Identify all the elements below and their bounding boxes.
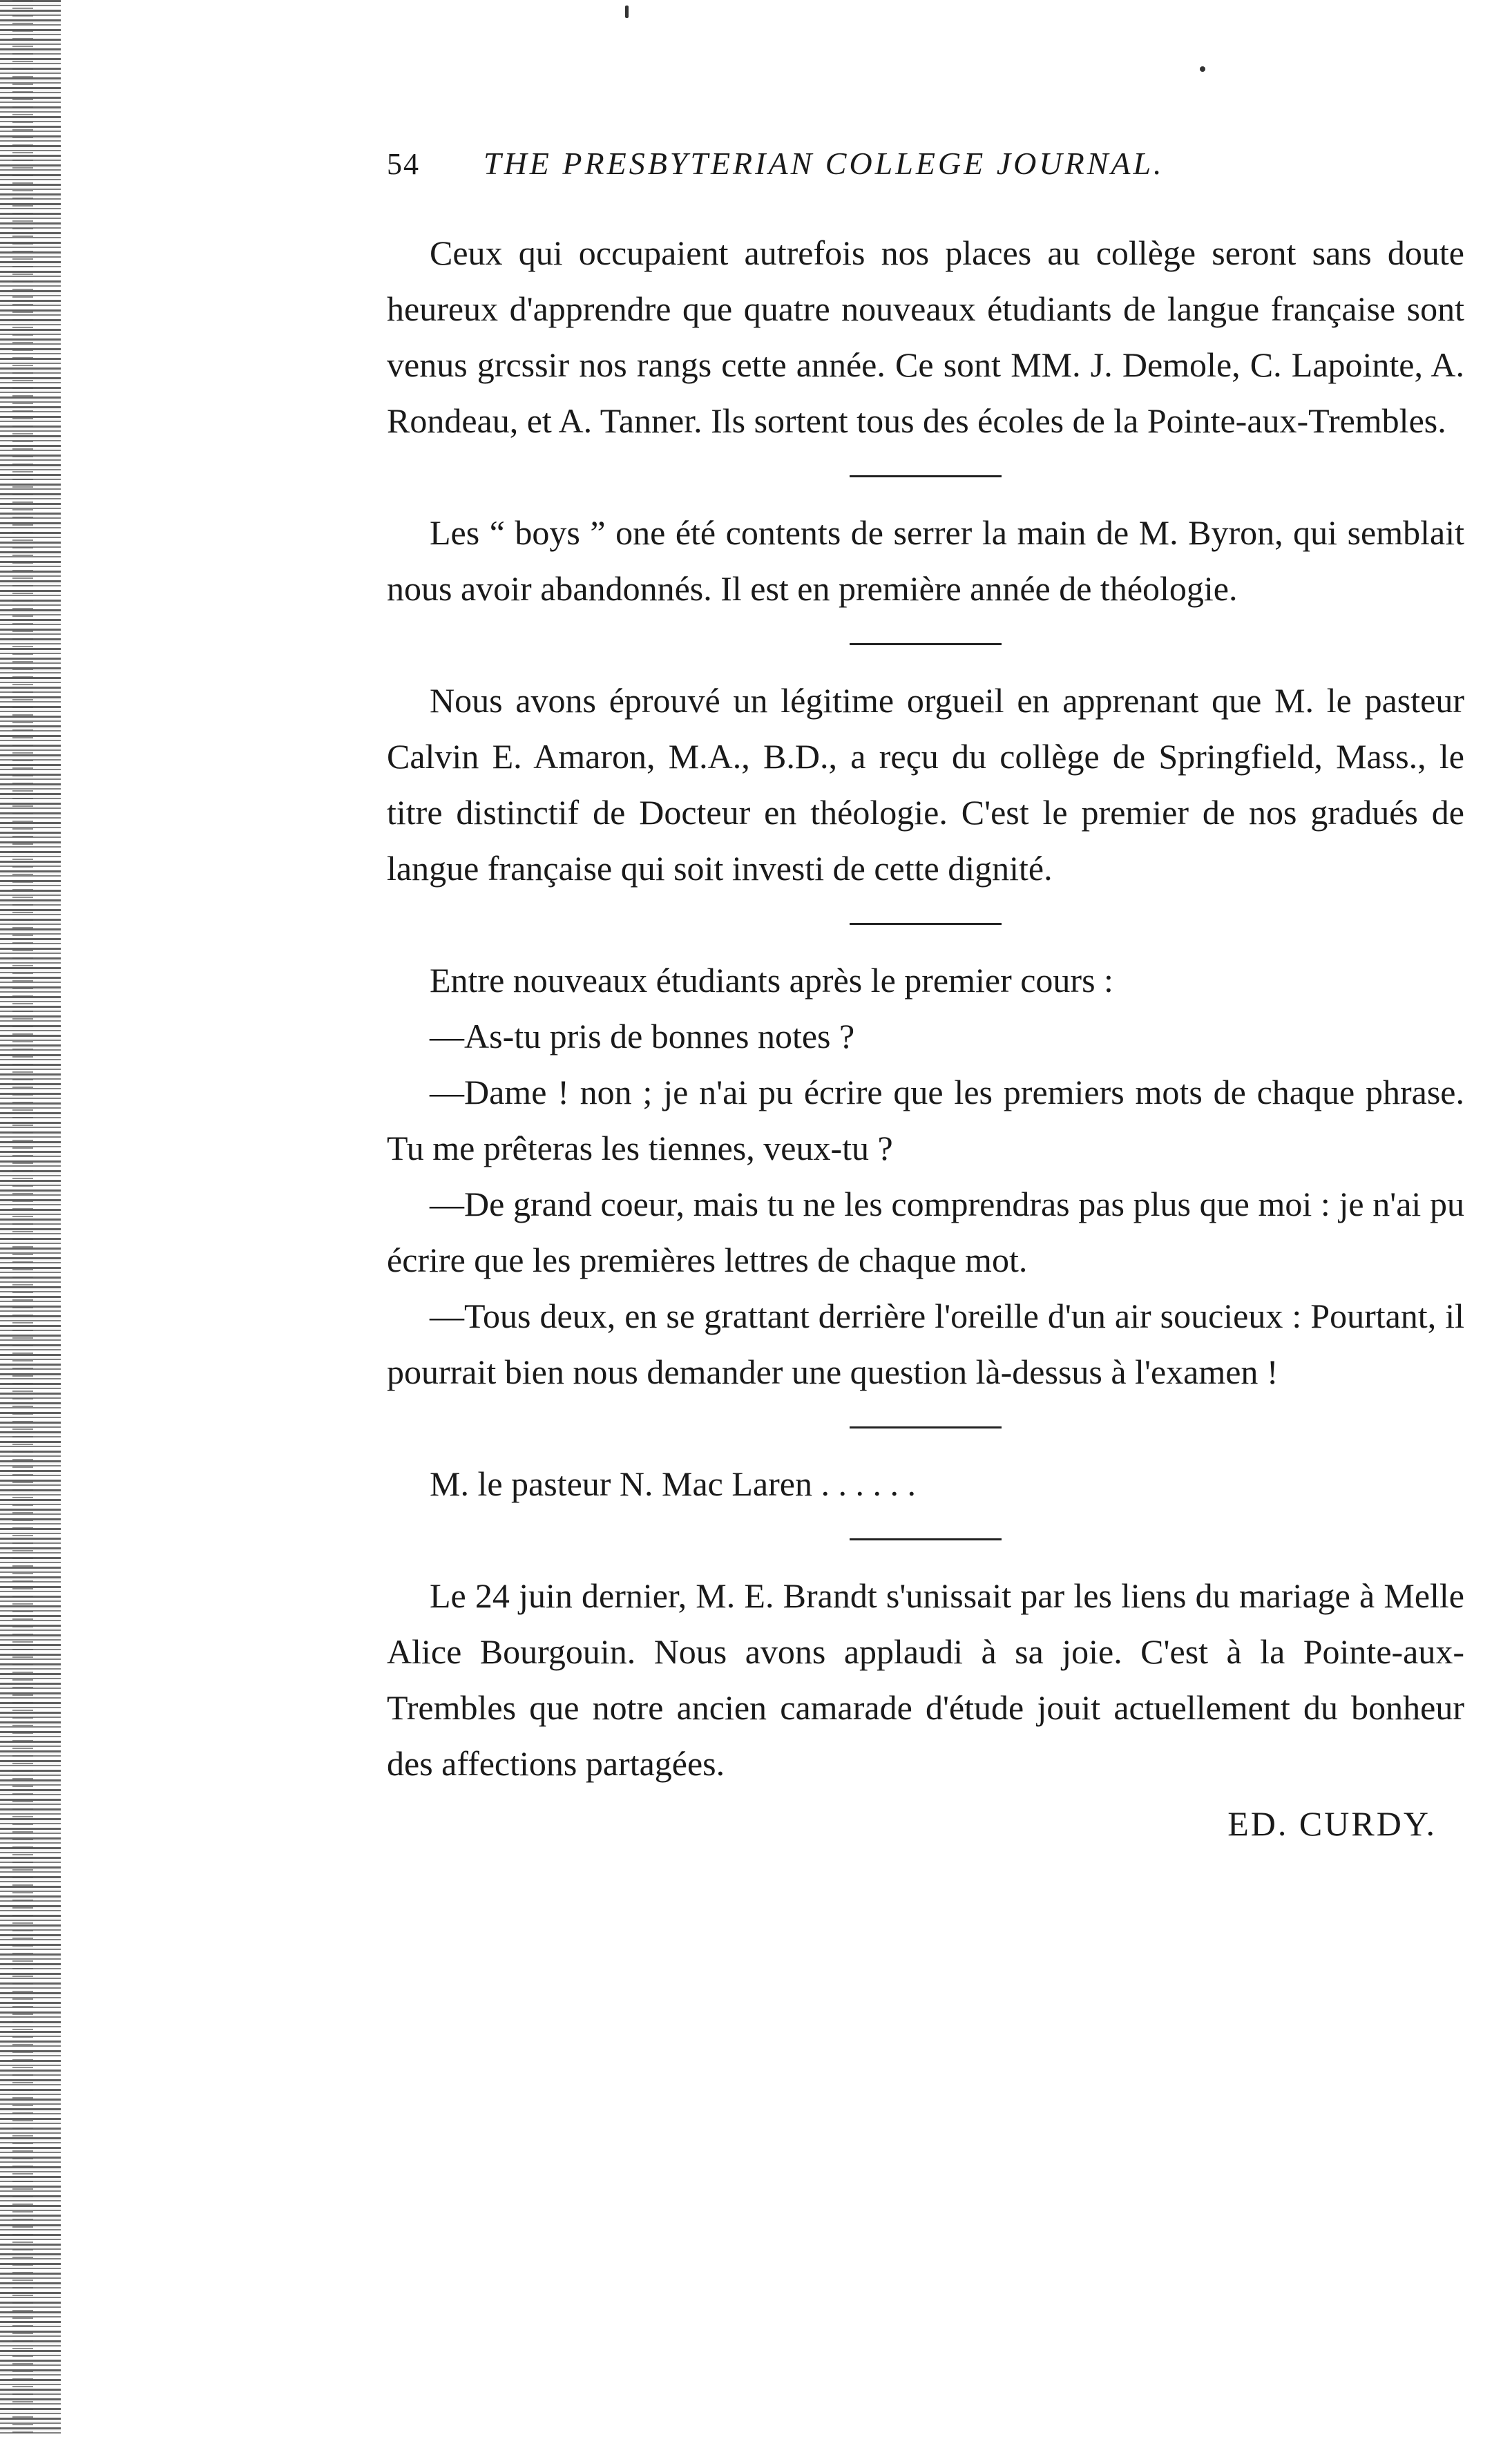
paragraph-new-students: Ceux qui occupaient autrefois nos places au collège seront sans doute heureux d'apprendre que quatre nouveaux étudiants de langue française sont venus grcssir nos rangs cette année. Ce sont MM. J. Demole, C. Lapointe, A. Rondeau, et A. Tanner. Ils sortent tous des écoles de la Pointe-aux-Trembles. (387, 233, 1464, 440)
dialogue-line: —Dame ! non ; je n'ai pu écrire que les premiers mots de chaque phrase. Tu me prêteras les tiennes, veux-tu ? (387, 1073, 1464, 1167)
section-divider (850, 923, 1002, 925)
section-divider (850, 643, 1002, 645)
section-divider (850, 1426, 1002, 1428)
author-signature: ED. CURDY. (1227, 1804, 1437, 1843)
article-body (387, 225, 1464, 1852)
scan-speck (1200, 66, 1205, 72)
dialogue-line: —De grand coeur, mais tu ne les comprendras pas plus que moi : je n'ai pu écrire que les premières lettres de chaque mot. (387, 1185, 1464, 1279)
dialogue-line: —As-tu pris de bonnes notes ? (430, 1017, 855, 1055)
running-head (387, 145, 1464, 193)
dialogue-line: —Tous deux, en se grattant derrière l'oreille d'un air soucieux : Pourtant, il pourrait bien nous demander une question là-dessus à l'examen ! (387, 1297, 1464, 1391)
section-divider (850, 1538, 1002, 1540)
dialogue-block (387, 953, 1464, 1400)
paragraph-brandt: Le 24 juin dernier, M. E. Brandt s'unissait par les liens du mariage à Melle Alice Bourgouin. Nous avons applaudi à sa joie. C'est à la Pointe-aux-Trembles que notre ancien camarade d'étude jouit actuellement du bonheur des affections partagées. (387, 1576, 1464, 1783)
dialogue-intro: Entre nouveaux étudiants après le premier cours : (430, 961, 1113, 1000)
page-number: 54 (387, 147, 420, 181)
journal-page (387, 145, 1464, 1852)
paragraph-amaron: Nous avons éprouvé un légitime orgueil en apprenant que M. le pasteur Calvin E. Amaron, M.A., B.D., a reçu du collège de Springfield, Mass., le titre distinctif de Docteur en théologie. C'est le premier de nos gradués de langue française qui soit investi de cette dignité. (387, 681, 1464, 888)
scan-speck (625, 6, 629, 18)
scan-binding-edge (0, 0, 61, 2437)
paragraph-byron: Les “ boys ” one été contents de serrer la main de M. Byron, qui semblait nous avoir abandonnés. Il est en première année de théologie. (387, 513, 1464, 608)
journal-title: THE PRESBYTERIAN COLLEGE JOURNAL. (484, 146, 1165, 181)
mac-laren-note: M. le pasteur N. Mac Laren . . . . . . (430, 1464, 916, 1503)
section-divider (850, 475, 1002, 477)
